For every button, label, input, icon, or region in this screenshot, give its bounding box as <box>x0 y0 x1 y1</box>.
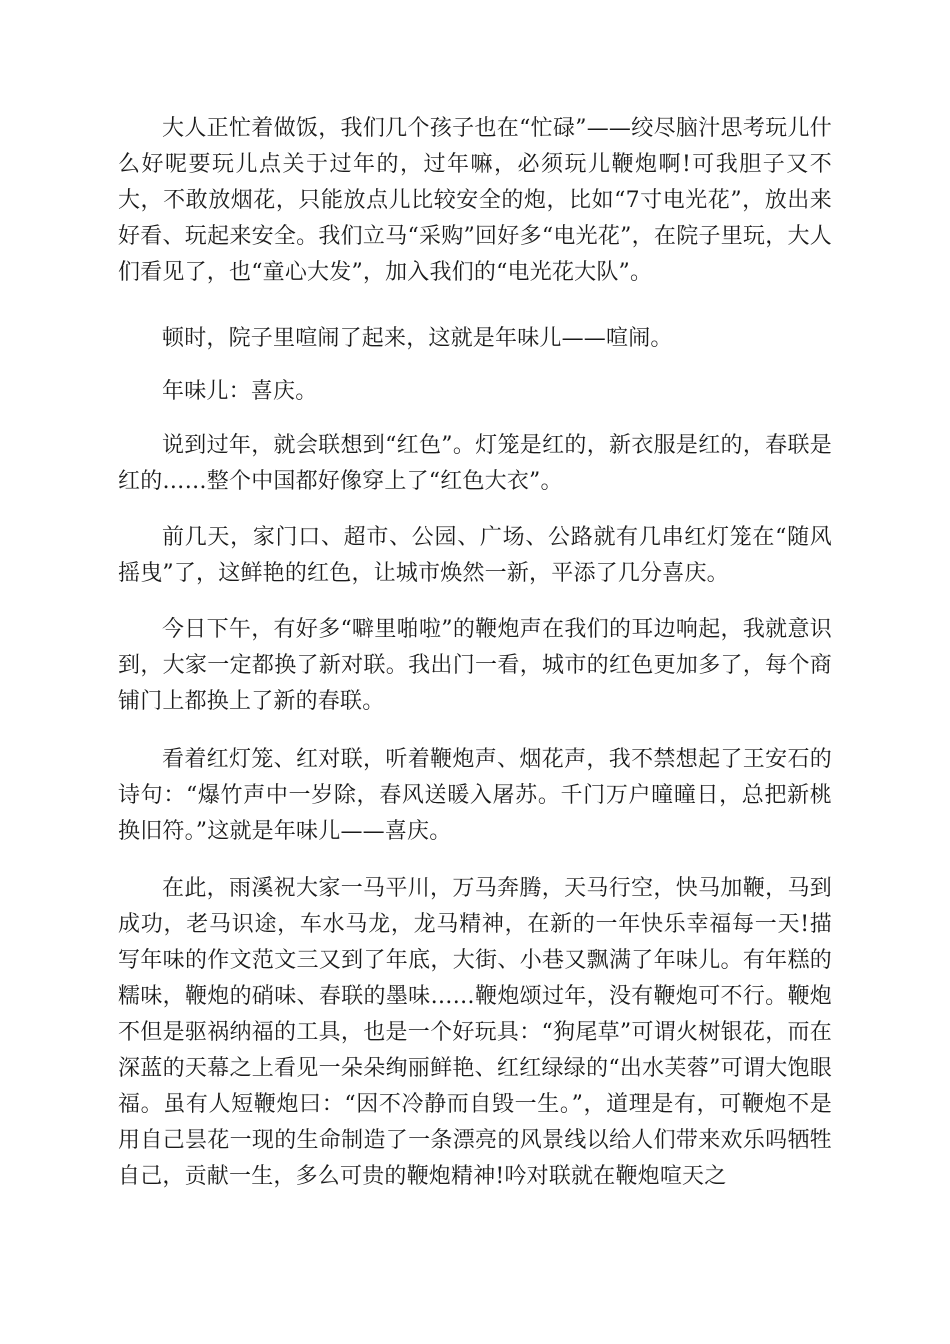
paragraph-noisy-yard: 顿时，院子里喧闹了起来，这就是年味儿——喧闹。 <box>162 326 673 351</box>
paragraph-new-year-wishes: 在此，雨溪祝大家一马平川，万马奔腾，天马行空，快马加鞭，马到成功，老马识途，车水马龙，龙马精神，在新的一年快乐幸福每一天!描写年味的作文范文三又到了年底，大街、小巷又飘满了年味儿。有年糕的糯味，鞭炮的硝味、春联的墨味……鞭炮颂过年，没有鞭炮可不行。鞭炮不但是驱祸纳福的工具，也是一个好玩具：“狗尾草”可谓火树银花，而在深蓝的天幕之上看见一朵朵绚丽鲜艳、红红绿绿的“出水芙蓉”可谓大饱眼福。虽有人短鞭炮曰：“因不冷静而自毁一生。”，道理是有，可鞭炮不是用自己昙花一现的生命制造了一条漂亮的风景线以给人们带来欢乐吗牺牲自己，贡献一生，多么可贵的鞭炮精神!吟对联就在鞭炮喧天之 <box>118 876 832 1189</box>
section-heading-festive: 年味儿：喜庆。 <box>162 379 318 404</box>
paragraph-playing-sparklers: 大人正忙着做饭，我们几个孩子也在“忙碌”——绞尽脑汁思考玩儿什么好呢要玩儿点关于过年的，过年嘛，必须玩儿鞭炮啊!可我胆子又不大，不敢放烟花，只能放点儿比较安全的炮，比如“7寸电光花”，放出来好看、玩起来安全。我们立马“采购”回好多“电光花”，在院子里玩，大人们看见了，也“童心大发”，加入我们的“电光花大队”。 <box>118 116 832 285</box>
paragraph-new-couplets: 今日下午，有好多“噼里啪啦”的鞭炮声在我们的耳边响起，我就意识到，大家一定都换了新对联。我出门一看，城市的红色更加多了，每个商铺门上都换上了新的春联。 <box>118 617 832 714</box>
paragraph-poem: 看着红灯笼、红对联，听着鞭炮声、烟花声，我不禁想起了王安石的诗句：“爆竹声中一岁除，春风送暖入屠苏。千门万户曈曈日，总把新桃换旧符。”这就是年味儿——喜庆。 <box>118 747 832 844</box>
paragraph-red-color: 说到过年，就会联想到“红色”。灯笼是红的，新衣服是红的，春联是红的……整个中国都好像穿上了“红色大衣”。 <box>118 433 832 494</box>
paragraph-red-lanterns: 前几天，家门口、超市、公园、广场、公路就有几串红灯笼在“随风摇曳”了，这鲜艳的红色，让城市焕然一新，平添了几分喜庆。 <box>118 525 832 586</box>
